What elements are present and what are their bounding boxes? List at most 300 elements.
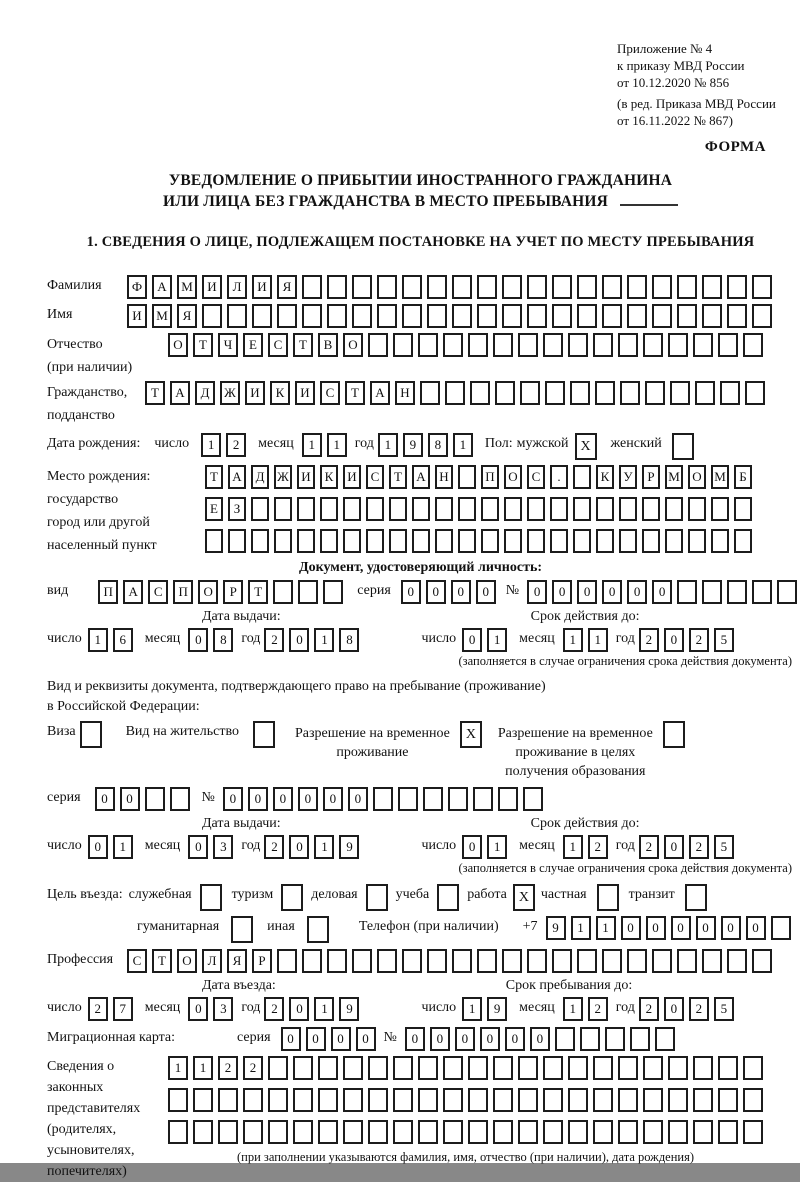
residence-number-field-cell[interactable]: 0 bbox=[323, 787, 343, 811]
representatives-field-row1-cell[interactable] bbox=[343, 1056, 363, 1080]
representatives-field-row3-cell[interactable] bbox=[318, 1120, 338, 1144]
residence-valid-month-cell[interactable]: 2 bbox=[588, 835, 608, 859]
identity-doc-kind-field-cell[interactable]: П bbox=[173, 580, 193, 604]
birthplace-field-row1-cell[interactable]: Б bbox=[734, 465, 752, 489]
residence-issue-month-cell[interactable]: 3 bbox=[213, 835, 233, 859]
stay-year-field-cell[interactable]: 5 bbox=[714, 997, 734, 1021]
representatives-field-row2-cell[interactable] bbox=[618, 1088, 638, 1112]
representatives-field-row3-cell[interactable] bbox=[243, 1120, 263, 1144]
identity-doc-kind-field-cell[interactable]: А bbox=[123, 580, 143, 604]
visa-checkbox[interactable] bbox=[80, 721, 102, 748]
stay-day-field-cell[interactable]: 9 bbox=[487, 997, 507, 1021]
migration-number-field-cell[interactable] bbox=[580, 1027, 600, 1051]
birthplace-field-row3-cell[interactable] bbox=[343, 529, 361, 553]
migration-number-field-cell[interactable]: 0 bbox=[430, 1027, 450, 1051]
representatives-field-row3-cell[interactable] bbox=[168, 1120, 188, 1144]
representatives-field-row3-cell[interactable] bbox=[268, 1120, 288, 1144]
identity-issue-year-cell[interactable]: 8 bbox=[339, 628, 359, 652]
surname-field-cell[interactable] bbox=[527, 275, 547, 299]
patronymic-field-cell[interactable] bbox=[668, 333, 688, 357]
representatives-field-row3-cell[interactable] bbox=[218, 1120, 238, 1144]
representatives-field-row1-cell[interactable] bbox=[393, 1056, 413, 1080]
name-field-cell[interactable] bbox=[502, 304, 522, 328]
birthplace-field-row3-cell[interactable] bbox=[274, 529, 292, 553]
birthplace-field-row2-cell[interactable] bbox=[596, 497, 614, 521]
patronymic-field-cell[interactable]: Е bbox=[243, 333, 263, 357]
representatives-field-row1-cell[interactable]: 2 bbox=[243, 1056, 263, 1080]
representatives-field-row1-cell[interactable]: 1 bbox=[168, 1056, 188, 1080]
representatives-field-row1-cell[interactable] bbox=[443, 1056, 463, 1080]
temp-residence-checkbox[interactable]: X bbox=[460, 721, 482, 748]
patronymic-field-cell[interactable] bbox=[643, 333, 663, 357]
name-field-cell[interactable] bbox=[752, 304, 772, 328]
representatives-field-row1-cell[interactable] bbox=[418, 1056, 438, 1080]
representatives-field-row3-cell[interactable] bbox=[593, 1120, 613, 1144]
entry-year-field-cell[interactable]: 0 bbox=[289, 997, 309, 1021]
profession-field-cell[interactable] bbox=[327, 949, 347, 973]
birthplace-field-row3-cell[interactable] bbox=[619, 529, 637, 553]
name-field-cell[interactable] bbox=[327, 304, 347, 328]
residence-permit-checkbox[interactable] bbox=[253, 721, 275, 748]
entry-month-field-cell[interactable]: 0 bbox=[188, 997, 208, 1021]
surname-field-cell[interactable] bbox=[577, 275, 597, 299]
residence-series-field-cell[interactable] bbox=[145, 787, 165, 811]
surname-field-cell[interactable] bbox=[627, 275, 647, 299]
identity-doc-number-field-cell[interactable]: 0 bbox=[602, 580, 622, 604]
name-field-cell[interactable] bbox=[352, 304, 372, 328]
migration-number-field-cell[interactable] bbox=[655, 1027, 675, 1051]
identity-doc-number-field-cell[interactable]: 0 bbox=[577, 580, 597, 604]
residence-valid-month-cell[interactable]: 1 bbox=[563, 835, 583, 859]
birthplace-field-row2-cell[interactable]: Е bbox=[205, 497, 223, 521]
name-field-cell[interactable]: Я bbox=[177, 304, 197, 328]
profession-field-cell[interactable] bbox=[477, 949, 497, 973]
surname-field-cell[interactable] bbox=[352, 275, 372, 299]
surname-field-cell[interactable] bbox=[702, 275, 722, 299]
identity-doc-kind-field-cell[interactable]: П bbox=[98, 580, 118, 604]
surname-field-cell[interactable]: А bbox=[152, 275, 172, 299]
birthplace-field-row1-cell[interactable] bbox=[573, 465, 591, 489]
purpose-private-checkbox[interactable] bbox=[597, 884, 619, 911]
birthplace-field-row2-cell[interactable]: З bbox=[228, 497, 246, 521]
citizenship-field-cell[interactable] bbox=[695, 381, 715, 405]
entry-year-field-cell[interactable]: 9 bbox=[339, 997, 359, 1021]
identity-doc-number-field-cell[interactable] bbox=[777, 580, 797, 604]
name-field-cell[interactable] bbox=[627, 304, 647, 328]
migration-number-field-cell[interactable]: 0 bbox=[505, 1027, 525, 1051]
birthplace-field-row3-cell[interactable] bbox=[458, 529, 476, 553]
birthplace-field-row3-cell[interactable] bbox=[205, 529, 223, 553]
purpose-official-checkbox[interactable] bbox=[200, 884, 222, 911]
representatives-field-row3-cell[interactable] bbox=[568, 1120, 588, 1144]
citizenship-field-cell[interactable]: К bbox=[270, 381, 290, 405]
birthplace-field-row3-cell[interactable] bbox=[412, 529, 430, 553]
profession-field-cell[interactable] bbox=[527, 949, 547, 973]
birthplace-field-row2-cell[interactable] bbox=[297, 497, 315, 521]
birthplace-field-row1-cell[interactable]: . bbox=[550, 465, 568, 489]
representatives-field-row2-cell[interactable] bbox=[718, 1088, 738, 1112]
identity-doc-number-field-cell[interactable] bbox=[752, 580, 772, 604]
surname-field-cell[interactable] bbox=[377, 275, 397, 299]
residence-valid-day-cell[interactable]: 0 bbox=[462, 835, 482, 859]
representatives-field-row2-cell[interactable] bbox=[343, 1088, 363, 1112]
birthplace-field-row2-cell[interactable] bbox=[665, 497, 683, 521]
birthplace-field-row2-cell[interactable] bbox=[688, 497, 706, 521]
representatives-field-row3-cell[interactable] bbox=[543, 1120, 563, 1144]
phone-field-cell[interactable]: 0 bbox=[671, 916, 691, 940]
profession-field-cell[interactable] bbox=[727, 949, 747, 973]
profession-field-cell[interactable] bbox=[377, 949, 397, 973]
profession-field-cell[interactable] bbox=[302, 949, 322, 973]
phone-field-cell[interactable]: 1 bbox=[571, 916, 591, 940]
identity-valid-year-cell[interactable]: 5 bbox=[714, 628, 734, 652]
representatives-field-row2-cell[interactable] bbox=[368, 1088, 388, 1112]
entry-month-field-cell[interactable]: 3 bbox=[213, 997, 233, 1021]
name-field-cell[interactable] bbox=[527, 304, 547, 328]
citizenship-field-cell[interactable] bbox=[445, 381, 465, 405]
birthplace-field-row3-cell[interactable] bbox=[711, 529, 729, 553]
patronymic-field-cell[interactable]: Ч bbox=[218, 333, 238, 357]
birthplace-field-row1-cell[interactable]: А bbox=[412, 465, 430, 489]
identity-doc-number-field-cell[interactable]: 0 bbox=[527, 580, 547, 604]
name-field-cell[interactable] bbox=[577, 304, 597, 328]
purpose-business-checkbox[interactable] bbox=[366, 884, 388, 911]
profession-field-cell[interactable]: С bbox=[127, 949, 147, 973]
birthplace-field-row1-cell[interactable]: А bbox=[228, 465, 246, 489]
surname-field-cell[interactable] bbox=[502, 275, 522, 299]
birthplace-field-row3-cell[interactable] bbox=[596, 529, 614, 553]
name-field-cell[interactable] bbox=[402, 304, 422, 328]
representatives-field-row1-cell[interactable] bbox=[293, 1056, 313, 1080]
birthplace-field-row1-cell[interactable]: У bbox=[619, 465, 637, 489]
identity-doc-kind-field-cell[interactable]: Р bbox=[223, 580, 243, 604]
identity-issue-month-cell[interactable]: 8 bbox=[213, 628, 233, 652]
citizenship-field-cell[interactable] bbox=[645, 381, 665, 405]
representatives-field-row3-cell[interactable] bbox=[518, 1120, 538, 1144]
name-field-cell[interactable]: И bbox=[127, 304, 147, 328]
birthplace-field-row3-cell[interactable] bbox=[504, 529, 522, 553]
identity-doc-series-field-cell[interactable]: 0 bbox=[426, 580, 446, 604]
residence-valid-year-cell[interactable]: 5 bbox=[714, 835, 734, 859]
citizenship-field-cell[interactable]: Т bbox=[145, 381, 165, 405]
birthplace-field-row1-cell[interactable]: О bbox=[688, 465, 706, 489]
birthplace-field-row1-cell[interactable]: Р bbox=[642, 465, 660, 489]
citizenship-field-cell[interactable]: А bbox=[170, 381, 190, 405]
migration-series-field-cell[interactable]: 0 bbox=[306, 1027, 326, 1051]
patronymic-field-cell[interactable] bbox=[693, 333, 713, 357]
surname-field-cell[interactable] bbox=[752, 275, 772, 299]
identity-doc-series-field-cell[interactable]: 0 bbox=[451, 580, 471, 604]
birthplace-field-row2-cell[interactable] bbox=[320, 497, 338, 521]
birthplace-field-row2-cell[interactable] bbox=[343, 497, 361, 521]
residence-number-field-cell[interactable] bbox=[473, 787, 493, 811]
citizenship-field-cell[interactable] bbox=[620, 381, 640, 405]
representatives-field-row2-cell[interactable] bbox=[393, 1088, 413, 1112]
representatives-field-row1-cell[interactable] bbox=[268, 1056, 288, 1080]
name-field-cell[interactable] bbox=[377, 304, 397, 328]
representatives-field-row2-cell[interactable] bbox=[743, 1088, 763, 1112]
birthdate-year-field-cell[interactable]: 1 bbox=[453, 433, 473, 457]
birthdate-month-field-cell[interactable]: 1 bbox=[302, 433, 322, 457]
birthplace-field-row1-cell[interactable] bbox=[458, 465, 476, 489]
residence-series-field-cell[interactable]: 0 bbox=[120, 787, 140, 811]
profession-field-cell[interactable] bbox=[602, 949, 622, 973]
name-field-cell[interactable] bbox=[477, 304, 497, 328]
identity-issue-month-cell[interactable]: 0 bbox=[188, 628, 208, 652]
name-field-cell[interactable] bbox=[552, 304, 572, 328]
citizenship-field-cell[interactable]: Ж bbox=[220, 381, 240, 405]
representatives-field-row2-cell[interactable] bbox=[193, 1088, 213, 1112]
patronymic-field-cell[interactable] bbox=[543, 333, 563, 357]
birthplace-field-row3-cell[interactable] bbox=[481, 529, 499, 553]
birthplace-field-row3-cell[interactable] bbox=[688, 529, 706, 553]
migration-number-field-cell[interactable] bbox=[555, 1027, 575, 1051]
citizenship-field-cell[interactable]: Т bbox=[345, 381, 365, 405]
residence-series-field-cell[interactable] bbox=[170, 787, 190, 811]
identity-valid-year-cell[interactable]: 0 bbox=[664, 628, 684, 652]
birthplace-field-row1-cell[interactable]: И bbox=[343, 465, 361, 489]
representatives-field-row2-cell[interactable] bbox=[293, 1088, 313, 1112]
residence-number-field-cell[interactable] bbox=[448, 787, 468, 811]
migration-number-field-cell[interactable] bbox=[605, 1027, 625, 1051]
patronymic-field-cell[interactable] bbox=[718, 333, 738, 357]
representatives-field-row2-cell[interactable] bbox=[468, 1088, 488, 1112]
citizenship-field-cell[interactable] bbox=[570, 381, 590, 405]
phone-field-cell[interactable]: 0 bbox=[696, 916, 716, 940]
name-field-cell[interactable] bbox=[702, 304, 722, 328]
residence-valid-year-cell[interactable]: 2 bbox=[639, 835, 659, 859]
phone-field-cell[interactable]: 0 bbox=[746, 916, 766, 940]
profession-field-cell[interactable] bbox=[577, 949, 597, 973]
birthdate-day-field-cell[interactable]: 2 bbox=[226, 433, 246, 457]
representatives-field-row3-cell[interactable] bbox=[368, 1120, 388, 1144]
identity-doc-kind-field-cell[interactable] bbox=[323, 580, 343, 604]
migration-number-field-cell[interactable]: 0 bbox=[455, 1027, 475, 1051]
birthplace-field-row1-cell[interactable]: Н bbox=[435, 465, 453, 489]
representatives-field-row1-cell[interactable] bbox=[693, 1056, 713, 1080]
patronymic-field-cell[interactable]: О bbox=[343, 333, 363, 357]
name-field-cell[interactable] bbox=[227, 304, 247, 328]
purpose-work-checkbox[interactable]: X bbox=[513, 884, 535, 911]
birthplace-field-row2-cell[interactable] bbox=[573, 497, 591, 521]
birthplace-field-row3-cell[interactable] bbox=[251, 529, 269, 553]
identity-doc-number-field-cell[interactable] bbox=[702, 580, 722, 604]
representatives-field-row3-cell[interactable] bbox=[468, 1120, 488, 1144]
residence-number-field-cell[interactable] bbox=[498, 787, 518, 811]
birthplace-field-row1-cell[interactable]: М bbox=[711, 465, 729, 489]
residence-valid-year-cell[interactable]: 0 bbox=[664, 835, 684, 859]
representatives-field-row2-cell[interactable] bbox=[318, 1088, 338, 1112]
identity-doc-kind-field-cell[interactable]: С bbox=[148, 580, 168, 604]
residence-issue-month-cell[interactable]: 0 bbox=[188, 835, 208, 859]
birthplace-field-row3-cell[interactable] bbox=[527, 529, 545, 553]
birthplace-field-row3-cell[interactable] bbox=[573, 529, 591, 553]
birthplace-field-row1-cell[interactable]: Ж bbox=[274, 465, 292, 489]
surname-field-cell[interactable]: Ф bbox=[127, 275, 147, 299]
surname-field-cell[interactable] bbox=[652, 275, 672, 299]
birthplace-field-row1-cell[interactable]: К bbox=[596, 465, 614, 489]
patronymic-field-cell[interactable]: Т bbox=[193, 333, 213, 357]
identity-doc-series-field-cell[interactable]: 0 bbox=[476, 580, 496, 604]
representatives-field-row2-cell[interactable] bbox=[518, 1088, 538, 1112]
representatives-field-row3-cell[interactable] bbox=[618, 1120, 638, 1144]
birthplace-field-row2-cell[interactable] bbox=[711, 497, 729, 521]
birthplace-field-row1-cell[interactable]: С bbox=[527, 465, 545, 489]
birthplace-field-row2-cell[interactable] bbox=[389, 497, 407, 521]
residence-number-field-cell[interactable]: 0 bbox=[248, 787, 268, 811]
patronymic-field-cell[interactable] bbox=[568, 333, 588, 357]
representatives-field-row3-cell[interactable] bbox=[193, 1120, 213, 1144]
birthplace-field-row2-cell[interactable] bbox=[366, 497, 384, 521]
identity-doc-number-field-cell[interactable] bbox=[727, 580, 747, 604]
representatives-field-row1-cell[interactable] bbox=[593, 1056, 613, 1080]
birthplace-field-row1-cell[interactable]: Д bbox=[251, 465, 269, 489]
profession-field-cell[interactable] bbox=[277, 949, 297, 973]
phone-field-cell[interactable] bbox=[771, 916, 791, 940]
representatives-field-row3-cell[interactable] bbox=[343, 1120, 363, 1144]
surname-field-cell[interactable] bbox=[602, 275, 622, 299]
residence-issue-year-cell[interactable]: 0 bbox=[289, 835, 309, 859]
representatives-field-row1-cell[interactable] bbox=[493, 1056, 513, 1080]
name-field-cell[interactable] bbox=[302, 304, 322, 328]
citizenship-field-cell[interactable] bbox=[545, 381, 565, 405]
birthplace-field-row3-cell[interactable] bbox=[297, 529, 315, 553]
birthplace-field-row1-cell[interactable]: П bbox=[481, 465, 499, 489]
representatives-field-row2-cell[interactable] bbox=[493, 1088, 513, 1112]
identity-issue-year-cell[interactable]: 0 bbox=[289, 628, 309, 652]
birthplace-field-row3-cell[interactable] bbox=[435, 529, 453, 553]
identity-valid-month-cell[interactable]: 1 bbox=[563, 628, 583, 652]
migration-number-field-cell[interactable]: 0 bbox=[405, 1027, 425, 1051]
birthplace-field-row1-cell[interactable]: С bbox=[366, 465, 384, 489]
residence-issue-day-cell[interactable]: 0 bbox=[88, 835, 108, 859]
birthplace-field-row2-cell[interactable] bbox=[642, 497, 660, 521]
representatives-field-row2-cell[interactable] bbox=[568, 1088, 588, 1112]
representatives-field-row1-cell[interactable] bbox=[743, 1056, 763, 1080]
residence-number-field-cell[interactable]: 0 bbox=[348, 787, 368, 811]
representatives-field-row3-cell[interactable] bbox=[393, 1120, 413, 1144]
residence-valid-year-cell[interactable]: 2 bbox=[689, 835, 709, 859]
birthplace-field-row2-cell[interactable] bbox=[550, 497, 568, 521]
entry-year-field-cell[interactable]: 2 bbox=[264, 997, 284, 1021]
residence-number-field-cell[interactable] bbox=[423, 787, 443, 811]
identity-doc-kind-field-cell[interactable] bbox=[273, 580, 293, 604]
citizenship-field-cell[interactable] bbox=[745, 381, 765, 405]
identity-valid-year-cell[interactable]: 2 bbox=[689, 628, 709, 652]
stay-month-field-cell[interactable]: 1 bbox=[563, 997, 583, 1021]
patronymic-field-cell[interactable] bbox=[743, 333, 763, 357]
surname-field-cell[interactable]: Я bbox=[277, 275, 297, 299]
representatives-field-row3-cell[interactable] bbox=[493, 1120, 513, 1144]
birthplace-field-row2-cell[interactable] bbox=[458, 497, 476, 521]
representatives-field-row2-cell[interactable] bbox=[243, 1088, 263, 1112]
sex-male-checkbox[interactable]: X bbox=[575, 433, 597, 460]
name-field-cell[interactable] bbox=[427, 304, 447, 328]
representatives-field-row3-cell[interactable] bbox=[668, 1120, 688, 1144]
representatives-field-row1-cell[interactable]: 1 bbox=[193, 1056, 213, 1080]
stay-year-field-cell[interactable]: 2 bbox=[639, 997, 659, 1021]
representatives-field-row2-cell[interactable] bbox=[418, 1088, 438, 1112]
migration-number-field-cell[interactable]: 0 bbox=[530, 1027, 550, 1051]
surname-field-cell[interactable]: М bbox=[177, 275, 197, 299]
patronymic-field-cell[interactable] bbox=[418, 333, 438, 357]
birthdate-month-field-cell[interactable]: 1 bbox=[327, 433, 347, 457]
birthplace-field-row3-cell[interactable] bbox=[389, 529, 407, 553]
birthplace-field-row2-cell[interactable] bbox=[504, 497, 522, 521]
representatives-field-row2-cell[interactable] bbox=[168, 1088, 188, 1112]
birthplace-field-row2-cell[interactable] bbox=[251, 497, 269, 521]
purpose-other-checkbox[interactable] bbox=[307, 916, 329, 943]
surname-field-cell[interactable] bbox=[552, 275, 572, 299]
representatives-field-row3-cell[interactable] bbox=[693, 1120, 713, 1144]
identity-valid-day-cell[interactable]: 1 bbox=[487, 628, 507, 652]
name-field-cell[interactable] bbox=[727, 304, 747, 328]
birthplace-field-row1-cell[interactable]: Т bbox=[205, 465, 223, 489]
representatives-field-row3-cell[interactable] bbox=[418, 1120, 438, 1144]
birthplace-field-row2-cell[interactable] bbox=[435, 497, 453, 521]
citizenship-field-cell[interactable] bbox=[520, 381, 540, 405]
identity-doc-kind-field-cell[interactable] bbox=[298, 580, 318, 604]
profession-field-cell[interactable] bbox=[552, 949, 572, 973]
surname-field-cell[interactable]: Л bbox=[227, 275, 247, 299]
profession-field-cell[interactable]: О bbox=[177, 949, 197, 973]
representatives-field-row1-cell[interactable] bbox=[318, 1056, 338, 1080]
identity-doc-series-field-cell[interactable]: 0 bbox=[401, 580, 421, 604]
identity-issue-year-cell[interactable]: 2 bbox=[264, 628, 284, 652]
purpose-study-checkbox[interactable] bbox=[437, 884, 459, 911]
stay-year-field-cell[interactable]: 0 bbox=[664, 997, 684, 1021]
citizenship-field-cell[interactable]: А bbox=[370, 381, 390, 405]
representatives-field-row1-cell[interactable] bbox=[543, 1056, 563, 1080]
surname-field-cell[interactable] bbox=[327, 275, 347, 299]
representatives-field-row1-cell[interactable] bbox=[368, 1056, 388, 1080]
citizenship-field-cell[interactable]: Н bbox=[395, 381, 415, 405]
surname-field-cell[interactable] bbox=[677, 275, 697, 299]
representatives-field-row1-cell[interactable] bbox=[643, 1056, 663, 1080]
surname-field-cell[interactable]: И bbox=[252, 275, 272, 299]
birthplace-field-row2-cell[interactable] bbox=[619, 497, 637, 521]
name-field-cell[interactable] bbox=[202, 304, 222, 328]
residence-valid-day-cell[interactable]: 1 bbox=[487, 835, 507, 859]
residence-issue-year-cell[interactable]: 1 bbox=[314, 835, 334, 859]
name-field-cell[interactable] bbox=[252, 304, 272, 328]
birthplace-field-row3-cell[interactable] bbox=[366, 529, 384, 553]
profession-field-cell[interactable] bbox=[402, 949, 422, 973]
citizenship-field-cell[interactable]: С bbox=[320, 381, 340, 405]
representatives-field-row2-cell[interactable] bbox=[668, 1088, 688, 1112]
patronymic-field-cell[interactable] bbox=[443, 333, 463, 357]
surname-field-cell[interactable] bbox=[452, 275, 472, 299]
profession-field-cell[interactable]: Л bbox=[202, 949, 222, 973]
profession-field-cell[interactable] bbox=[652, 949, 672, 973]
purpose-humanitarian-checkbox[interactable] bbox=[231, 916, 253, 943]
entry-day-field-cell[interactable]: 2 bbox=[88, 997, 108, 1021]
residence-issue-year-cell[interactable]: 9 bbox=[339, 835, 359, 859]
representatives-field-row1-cell[interactable] bbox=[618, 1056, 638, 1080]
migration-number-field-cell[interactable] bbox=[630, 1027, 650, 1051]
identity-valid-month-cell[interactable]: 1 bbox=[588, 628, 608, 652]
representatives-field-row1-cell[interactable] bbox=[568, 1056, 588, 1080]
purpose-transit-checkbox[interactable] bbox=[685, 884, 707, 911]
profession-field-cell[interactable] bbox=[752, 949, 772, 973]
surname-field-cell[interactable] bbox=[427, 275, 447, 299]
phone-field-cell[interactable]: 0 bbox=[646, 916, 666, 940]
birthplace-field-row2-cell[interactable] bbox=[734, 497, 752, 521]
residence-series-field-cell[interactable]: 0 bbox=[95, 787, 115, 811]
representatives-field-row1-cell[interactable] bbox=[518, 1056, 538, 1080]
phone-field-cell[interactable]: 9 bbox=[546, 916, 566, 940]
residence-number-field-cell[interactable] bbox=[373, 787, 393, 811]
